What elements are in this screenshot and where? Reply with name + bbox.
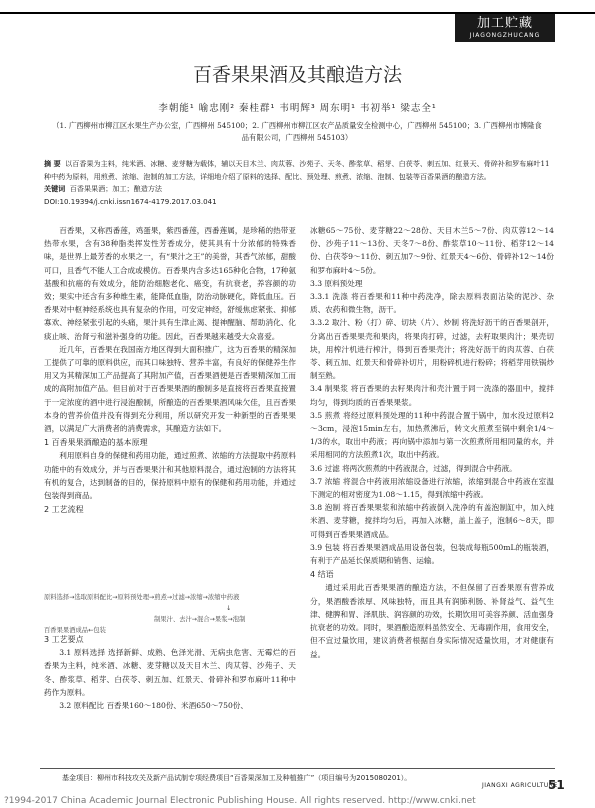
- section-heading: 3 工艺要点: [44, 635, 84, 644]
- paragraph: 3.5 煎煮 将经过原料预处理的11种中药混合置于锅中，加水没过原料2～3cm，浸泡15min左右，加热煮沸后，转文火煎煮至锅中剩余1/4～1/3的水，取出中药液；再向锅中添加与第一次煎煮所用相同量的水，并采用相同的方法煎煮1次，取出中药液。: [310, 410, 554, 460]
- paragraph: 冰糖65～75份、麦芽糖22～28份、天目木兰5～7份、肉苁蓉12～14份、沙苑子11～13份、天冬7～8份、酢浆草10～11份、稻芽12～14份、白茯苓9～11份、刺五加7～9份、红景天4～6份、骨碎补12～14份和罗布麻叶4～5份。: [310, 226, 554, 275]
- section-title-en: JIAGONGZHUCANG: [469, 32, 541, 39]
- abstract-paragraph: [44, 158, 552, 183]
- copyright-line: ?1994-2017 China Academic Journal Electronic Publishing House. All rights reserved. http://www.cnki.net: [4, 796, 476, 806]
- paragraph: 3.1 原料选择 选择新鲜、成熟、色泽光滑、无病虫危害、无霉烂的百香果为主料，纯米酒、冰糖、麦芽糖以及天目木兰、肉苁蓉、沙苑子、天冬、酢浆草、稻芽、白茯苓、刺五加、红景天、骨碎补和罗布麻叶11种中药作为原料。: [44, 648, 296, 697]
- flow-line: 百香果果酒成品←包装: [44, 627, 106, 634]
- page-number: 51: [548, 778, 565, 792]
- abstract-text: 以百香果为主料，纯米酒、冰糖、麦芽糖为载体，辅以天目木兰、肉苁蓉、沙苑子、天冬、酢浆草、稻芽、白茯苓、刺五加、红景天、骨碎补和罗布麻叶11种中药为原料，用煎煮、浓缩、泡制的加工方法，详细地介绍了原料的选择、配比、预处理、煎煮、浓缩、泡制、包装等百香果酒的酿造方法。: [44, 159, 550, 181]
- section-heading: 2 工艺流程: [44, 505, 84, 515]
- paper-title: 百香果果酒及其酿造方法: [192, 64, 402, 86]
- paragraph: 3.2 原料配比 百香果160～180份、米酒650～750份、: [59, 701, 248, 711]
- section-title: 加工贮藏: [476, 16, 533, 31]
- flow-line: 原料选择→选取原料配比→原料预处理→煎煮→过滤→浓缩→浓缩中药液: [44, 594, 240, 601]
- keywords-line: [44, 183, 552, 196]
- section-heading: 4 结语: [310, 570, 334, 580]
- paragraph: 3.9 包装 将百香果果酒成品用设备包装，包装成每瓶500mL的瓶装酒，有利于产品延长保质期和销售、运输。: [310, 542, 554, 566]
- paragraph: 3.3.1 洗涤 将百香果和11种中药洗净，除去原料表面沾染的泥沙、杂质、农药和微生物，沥干。: [310, 292, 554, 315]
- paragraph: 3.8 泡制 将百香果果浆和浓缩中药液倒入洗净的有盖泡制缸中，加入纯米酒、麦芽糖，搅拌均匀后，再加入冰糖，盖上盖子，泡制6～8天，即可得到百香果果酒成品。: [310, 503, 554, 539]
- process-flowchart: [44, 592, 304, 636]
- paragraph: 利用原料自身的保健和药用功能，通过煎煮、浓缩的方法提取中药原料功能中的有效成分，并与百香果果汁和其他原料混合，通过泡制的方法将其有机的复合，达到制备的目的，保持原料中原有的保健和药用功能，并通过包装得到商品。: [44, 451, 296, 501]
- keywords-label: 关键词: [44, 184, 66, 193]
- paragraph: 3.3.2 取汁、粉（打）碎、切块（片）、炒制 将洗好沥干的百香果剖开，分离出百香果果壳和果肉，将果肉打碎，过滤，去籽取果肉汁；果壳切块，用榨汁机进行榨汁，得到百香果壳汁；将洗好沥干的肉苁蓉、白茯苓、刺五加、红景天和骨碎补切片，用粉碎机进行粉碎；将稻芽用铁锅炒制至熟。: [310, 318, 554, 381]
- paragraph: 通过采用此百香果果酒的酿造方法，不但保留了百香果原有营养成分，果酒酸香浓厚、风味独特，而且具有润肺利肠、补肾益气、益气生津、健脾和胃、泽肌肤、润容颜的功效，长期饮用可美容养颜、活血强身抗衰老的功效。同时，果酒酿造原料虽然安全、无毒副作用，食用安全，但不宜过量饮用，建议消费者根据自身实际情况适量饮用，才对健康有益。: [310, 583, 554, 659]
- keywords-text: 百香果果酒；加工；酿造方法: [69, 184, 163, 193]
- paragraph: 近几年，百香果在我国南方地区得到大面积推广，这为百香果的精深加工提供了可靠的原料供应，而其口味独特、营养丰富，有良好的保健养生作用又为其精深加工产品提高了其附加产值，百香果酒便是百香果精深加工而成的高附加值产品。但目前对于百香果果酒的酿制多是直接将百香果直接置于一定浓度的酒中进行浸泡酿制，所酿造的百香果果酒风味欠佳，且百香果本身的营养价值并没有得到充分利用，所以研究开发一种新型的百香果果酒，以满足广大消费者的消费需求，其酿造方法如下。: [44, 344, 296, 434]
- left-column-lower: [44, 632, 296, 712]
- author-list: 李朝能¹ 喻忠刚² 秦桂群¹ 韦明辉³ 周东明¹ 韦初举¹ 梁志全¹: [158, 103, 437, 114]
- doi: DOI:10.19394/j.cnki.issn1674-4179.2017.03.041: [44, 196, 217, 206]
- paragraph: 百香果，又称西番莲，鸡蛋果，紫西番莲，西番莲属，是珍稀的热带亚热带水果，含有38种脂类挥发性芳香成分，使其具有十分浓郁的特殊香味，是世界上最芳香的水果之一，有“果汁之王”的美誉，其香气浓郁，甜酸可口，且香气不能人工合成或模仿。百香果内含多达165种化合物，17种氨基酸和抗癌的有效成分，能防治细胞老化、癌变，有抗衰老，养容颜的功效；果实中还含有多种维生素，能降低血脂，防治动脉硬化，降低血压。百香果对中枢神经系统也具有复杂的作用，可安定神经，舒缓焦虑紧张、抑郁寡欢、神经紧张引起的头痛，果汁具有生津止渴、提神醒脑、帮助消化、化痰止咳、治肾亏和滋补强身的功能。因此，百香果越来越受大众喜爱。: [44, 226, 296, 341]
- left-column: [44, 224, 296, 516]
- flow-line: 制果汁、去汁→混合→果浆→泡制: [154, 616, 246, 623]
- section-heading: 1 百香果果酒酿造的基本原理: [44, 438, 148, 448]
- paragraph: 3.6 过滤 将两次煎煮的中药液混合，过滤，得到混合中药液。: [310, 463, 517, 473]
- affiliation: （1. 广西柳州市柳江区水果生产办公室，广西柳州 545100；2. 广西柳州市柳江区农产品质量安全检测中心，广西柳州 545100；3. 广西柳州市博隆食品有限公司，广西柳州 545103）: [52, 121, 542, 142]
- paragraph: 3.4 制果浆 将百香果的去籽果肉汁和壳汁置于同一洗涤的器皿中，搅拌均匀，得到均质的百香果果浆。: [310, 384, 554, 407]
- paragraph: 3.7 浓缩 将混合中药液用浓缩设备进行浓缩，浓缩到混合中药液在室温下测定的相对密度为1.08～1.15，得到浓缩中药液。: [310, 476, 554, 500]
- right-column: [310, 224, 554, 661]
- funding-note: 基金项目：柳州市科技攻关及新产品试制专项经费项目“百香果深加工及种植推广”（项目编号为2015080201）。: [62, 774, 412, 782]
- journal-name: JIANGXI AGRICULTURE: [482, 782, 558, 789]
- abstract-label: 摘 要: [44, 159, 61, 168]
- footnote-rule: [40, 768, 555, 769]
- paragraph: 3.3 原料预处理: [310, 278, 363, 288]
- flow-line: ↓: [226, 605, 232, 612]
- section-header-box: [455, 14, 555, 42]
- abstract-block: [44, 158, 552, 208]
